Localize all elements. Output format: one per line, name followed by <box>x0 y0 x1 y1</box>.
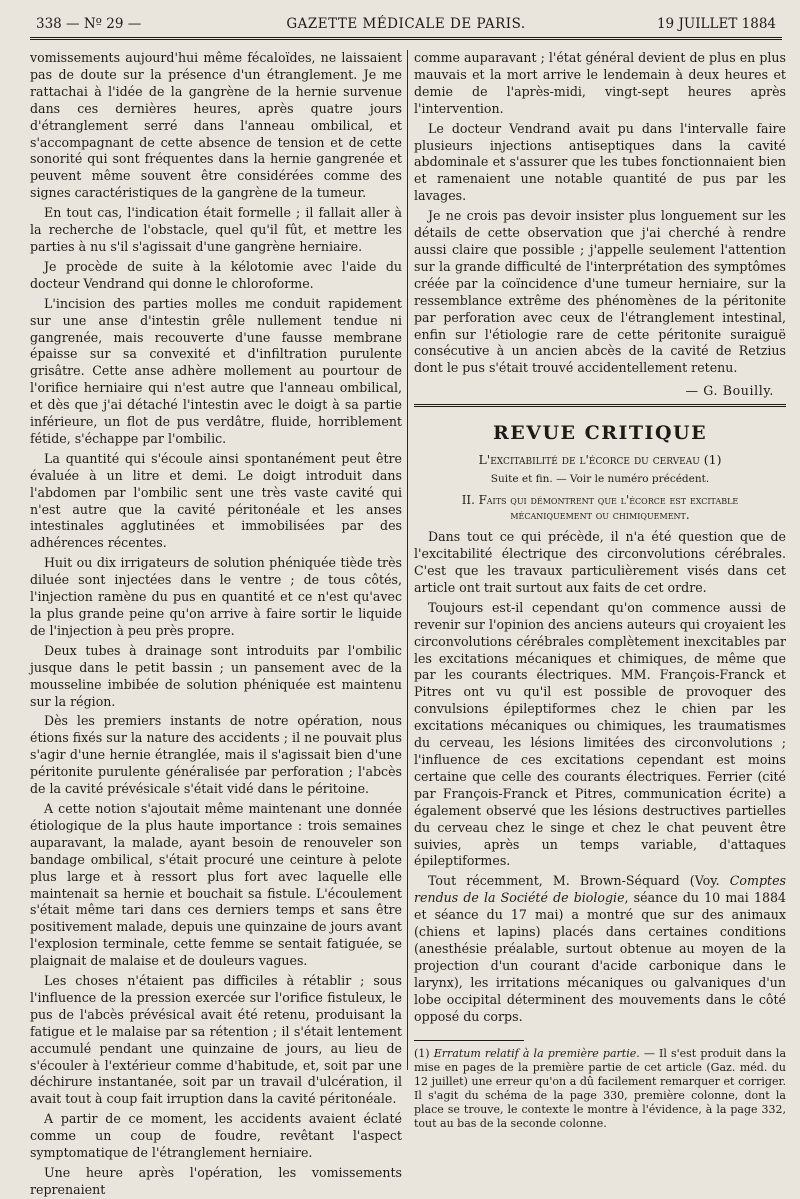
paragraph: Je ne crois pas devoir insister plus longuement sur les détails de cette observation que j'ai cherché à rendre aussi claire que possible ; j'appelle seulement l'attention sur la grande difficulté de l'interprétation des symptômes créée par la coïncidence d'une tumeur herniaire, sur la ressemblance extrême des phénomènes de la péritonite par perforation avec ceux de l'étranglement intestinal, enfin sur l'étiologie rare de cette péritonite suraiguë consécutive à un ancien abcès de la cavité de Retzius dont le pus s'était trouvé accidentellement retenu. <box>414 208 786 376</box>
paragraph: L'incision des parties molles me conduit rapidement sur une anse d'intestin grêle nullement tendue ni gangrenée, mais recouverte d'une fausse membrane épaisse sur sa convexité et d'infiltration purulente grisâtre. Cette anse adhère mollement au pourtour de l'orifice herniaire qui n'est autre que l'anneau ombilical, et dès que j'ai détaché l'intestin avec le doigt à sa partie inférieure, un flot de pus verdâtre, fluide, horriblement fétide, s'échappe par l'ombilic. <box>30 295 402 446</box>
journal-title: GAZETTE MÉDICALE DE PARIS. <box>286 16 526 32</box>
footnote <box>414 1047 786 1131</box>
review-subtitle: L'excitabilité de l'écorce du cerveau (1) <box>478 452 722 468</box>
footnote-title: Erratum relatif à la première partie. <box>433 1046 640 1060</box>
column-separator <box>407 50 408 1070</box>
review-title: REVUE CRITIQUE <box>492 422 708 445</box>
paragraph: En tout cas, l'indication était formelle ; il fallait aller à la recherche de l'obstacle, quel qu'il fût, et mettre les parties à nu s'il s'agissait d'une gangrène herniaire. <box>30 205 402 254</box>
author-signature: — G. Bouilly. <box>685 383 774 399</box>
paragraph: vomissements aujourd'hui même fécaloïdes, ne laissaient pas de doute sur la présence d'un étranglement. Je me rattachai à l'idée de la gangrène de la hernie survenue dans ces dernières heures, après quatre jours d'étranglement serré dans l'anneau ombilical, et s'accompagnant de cette absence de tension et de cette sonorité qui sont fréquentes dans la hernie gangrenée et peuvent même souvent être considérées comme des signes caractéristiques de la gangrène de la tumeur. <box>30 50 402 201</box>
footnote-text: — Il s'est produit dans la mise en pages de la première partie de cet article (Gaz. méd. du 12 juillet) une erreur qu'on a dû facilement remarquer et corriger. Il s'agit du schéma de la page 330, première colonne, dont la place se trouve, le contexte le montre à l'évidence, à la page 332, tout au bas de la seconde colonne. <box>414 1046 787 1130</box>
page-header <box>30 12 782 36</box>
right-column <box>414 50 787 1130</box>
paragraph <box>414 873 786 1025</box>
text-run: Tout récemment, M. Brown-Séquard (Voy. <box>428 873 730 889</box>
header-rule <box>30 37 782 43</box>
continuation-note: Suite et fin. — Voir le numéro précédent. <box>490 473 710 486</box>
paragraph: Le docteur Vendrand avait pu dans l'intervalle faire plusieurs injections antiseptiques dans la cavité abdominale et s'assurer que les tubes fonctionnaient bien et ramenaient une notable quantité de pus par les lavages. <box>414 120 786 204</box>
issue-date: 19 JUILLET 1884 <box>656 16 776 32</box>
paragraph: Dans tout ce qui précède, il n'a été question que de l'excitabilité électrique des circonvolutions cérébrales. C'est que les travaux particulièrement visés dans cet article ont trait surtout aux faits de cet ordre. <box>414 529 786 595</box>
paragraph: Je procède de suite à la kélotomie avec l'aide du docteur Vendrand qui donne le chloroforme. <box>30 258 402 291</box>
text-run: , séance du 10 mai 1884 et séance du 17 mai) a montré que sur des animaux (chiens et lapins) placés dans certaines conditions (anesthésie préalable, surtout obtenue au moyen de la projection d'un courant d'acide carbonique dans le larynx), les irritations mécaniques ou galvaniques d'un lobe occipital déterminent des mouvements dans le côté opposé du corps. <box>414 890 786 1024</box>
section-rule <box>414 404 786 410</box>
paragraph: Huit ou dix irrigateurs de solution phéniquée tiède très diluée sont injectées dans le ventre ; de tous côtés, l'injection ramène du pus en quantité et ce n'est qu'avec la plus grande peine qu'on arrive à faire sortir le liquide de l'injection à peu près propre. <box>30 555 402 638</box>
paragraph: Les choses n'étaient pas difficiles à rétablir ; sous l'influence de la pression exercée sur l'orifice fistuleux, le pus de l'abcès prévésical avait été retenu, produisant la fatigue et le malaise par sa rétention ; il s'était lentement accumulé pendant une quinzaine de jours, au lieu de s'écouler à l'extérieur comme d'habitude, et, soit par une déchirure instantanée, soit par un travail d'ulcération, il avait tout à coup fait irruption dans la cavité péritonéale. <box>30 973 402 1107</box>
paragraph: comme auparavant ; l'état général devient de plus en plus mauvais et la mort arrive le lendemain à deux heures et demie de l'après-midi, vingt-sept heures après l'intervention. <box>414 50 786 116</box>
paragraph: Dès les premiers instants de notre opération, nous étions fixés sur la nature des accidents ; il ne pouvait plus s'agir d'une hernie étranglée, mais il s'agissait bien d'une péritonite purulente généralisée par perforation ; l'abcès de la cavité prévésicale s'était vidé dans le péritoine. <box>30 713 402 797</box>
paragraph: A partir de ce moment, les accidents avaient éclaté comme un coup de foudre, revêtant l'aspect symptomatique de l'étranglement herniaire. <box>30 1111 402 1161</box>
paragraph: Une heure après l'opération, les vomissements reprenaient <box>30 1165 402 1197</box>
section-heading: II. Faits qui démontrent que l'écorce est excitable mécaniquement ou chimiquement. <box>461 493 739 523</box>
paragraph: Deux tubes à drainage sont introduits par l'ombilic jusque dans le petit bassin ; un pansement avec de la mousseline imbibée de solution phéniquée est maintenu sur la région. <box>30 642 402 709</box>
cited-journal: Comptes rendus de la Société de biologie <box>414 873 786 906</box>
footnote-rule <box>414 1040 524 1041</box>
page-number: 338 — Nº 29 — <box>36 16 142 32</box>
paragraph: La quantité qui s'écoule ainsi spontanément peut être évaluée à un litre et demi. Le doigt introduit dans l'abdomen par l'ombilic sent une très vaste cavité qui n'est autre que la cavité péritonéale et les anses intestinales agglutinées et immobilisées par des adhérences récentes. <box>30 450 402 551</box>
left-column <box>30 50 402 1197</box>
footnote-marker: (1) <box>414 1046 434 1060</box>
paragraph: Toujours est-il cependant qu'on commence aussi de revenir sur l'opinion des anciens auteurs qui croyaient les circonvolutions cérébrales complètement inexcitables par les excitations mécaniques et chimiques, de même que par les courants électriques. MM. François-Franck et Pitres ont vu qu'il est possible de provoquer des convulsions épileptiformes chez le chien par les excitations mécaniques ou chimiques, les traumatismes du cerveau, les lésions limitées des circonvolutions ; l'influence de ces excitations cependant est moins certaine que celle des courants électriques. Ferrier (cité par François-Franck et Pitres, communication écrite) a également observé que les lésions destructives partielles du cerveau chez le singe et chez le chat peuvent être suivies, après un temps variable, d'attaques épileptiformes. <box>414 599 786 869</box>
paragraph: A cette notion s'ajoutait même maintenant une donnée étiologique de la plus haute importance : trois semaines auparavant, la malade, ayant besoin de renouveler son bandage ombilical, s'était procuré une ceinture à pelote plus large et à ressort plus fort avec laquelle elle maintenait sa hernie et bouchait sa fistule. L'écoulement s'était même tari dans ces derniers temps et sans être positivement malade, depuis une quinzaine de jours avant l'explosion terminale, cette femme se sentait fatiguée, se plaignait de malaise et de douleurs vagues. <box>30 800 402 969</box>
